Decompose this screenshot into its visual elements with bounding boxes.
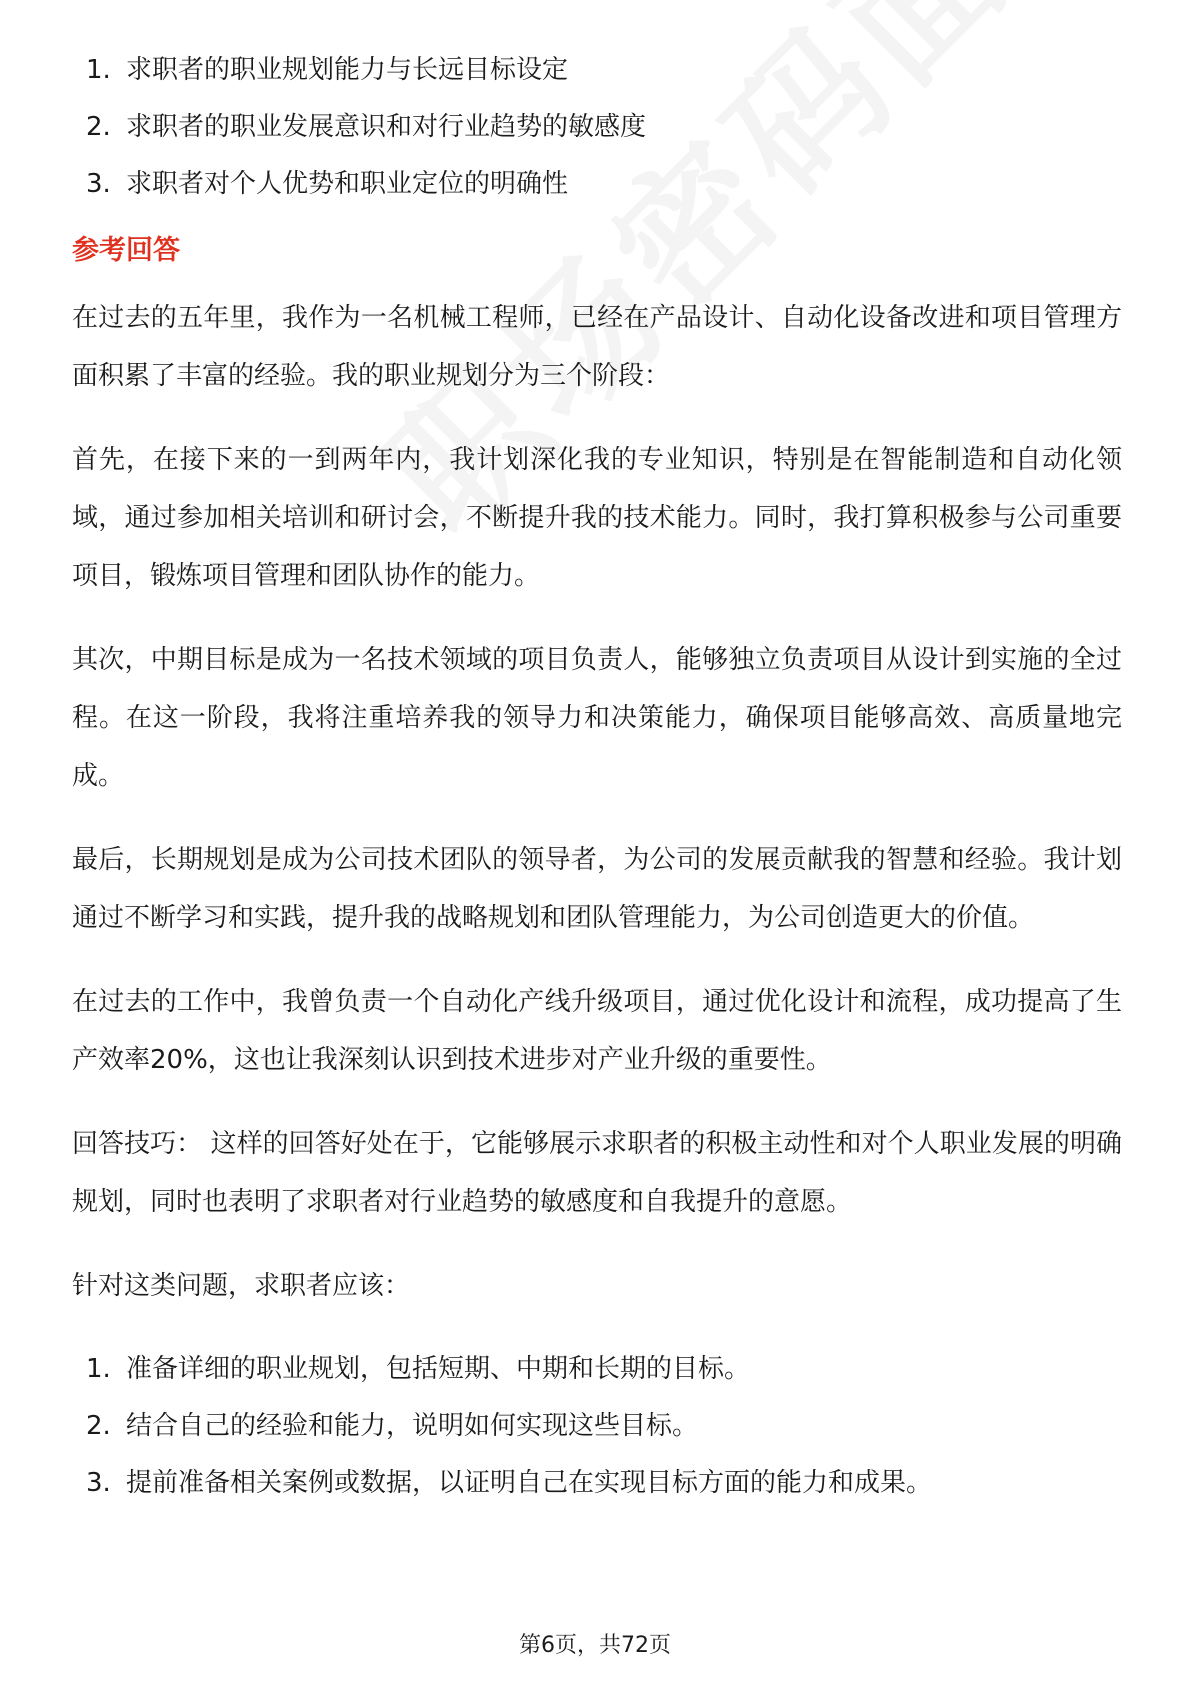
list-item	[72, 1398, 1122, 1455]
list-item-number: 1.	[86, 55, 111, 85]
paragraph: 在过去的五年里，我作为一名机械工程师，已经在产品设计、自动化设备改进和项目管理方面积累了丰富的经验。我的职业规划分为三个阶段：	[72, 303, 1122, 391]
page-number: 第6页，共72页	[519, 1633, 671, 1658]
list-item-text: 结合自己的经验和能力，说明如何实现这些目标。	[126, 1411, 699, 1441]
list-item	[72, 1341, 1122, 1398]
paragraph: 在过去的工作中，我曾负责一个自动化产线升级项目，通过优化设计和流程，成功提高了生产效率20%，这也让我深刻认识到技术进步对产业升级的重要性。	[72, 987, 1122, 1075]
list-item	[72, 99, 1122, 156]
paragraph: 最后，长期规划是成为公司技术团队的领导者，为公司的发展贡献我的智慧和经验。我计划通过不断学习和实践，提升我的战略规划和团队管理能力，为公司创造更大的价值。	[72, 845, 1122, 933]
list-item-number: 1.	[86, 1354, 111, 1384]
section-heading: 参考回答	[72, 235, 180, 266]
paragraph: 首先，在接下来的一到两年内，我计划深化我的专业知识，特别是在智能制造和自动化领域，通过参加相关培训和研讨会，不断提升我的技术能力。同时，我打算积极参与公司重要项目，锻炼项目管理和团队协作的能力。	[72, 445, 1122, 591]
paragraph: 针对这类问题，求职者应该：	[72, 1271, 411, 1301]
list-item-text: 提前准备相关案例或数据，以证明自己在实现目标方面的能力和成果。	[126, 1468, 933, 1498]
list-item	[72, 42, 1122, 99]
page-content	[72, 42, 1122, 1512]
list-item-number: 3.	[86, 1468, 111, 1498]
paragraph: 其次，中期目标是成为一名技术领域的项目负责人，能够独立负责项目从设计到实施的全过程。在这一阶段，我将注重培养我的领导力和决策能力，确保项目能够高效、高质量地完成。	[72, 645, 1122, 791]
criteria-list	[72, 42, 1122, 213]
paragraph: 回答技巧： 这样的回答好处在于，它能够展示求职者的积极主动性和对个人职业发展的明确规划，同时也表明了求职者对行业趋势的敏感度和自我提升的意愿。	[72, 1129, 1122, 1217]
list-item-text: 求职者的职业规划能力与长远目标设定	[126, 55, 569, 85]
list-item-number: 2.	[86, 112, 111, 142]
list-item-text: 求职者对个人优势和职业定位的明确性	[126, 169, 569, 199]
list-item-number: 2.	[86, 1411, 111, 1441]
list-item	[72, 1455, 1122, 1512]
list-item-text: 求职者的职业发展意识和对行业趋势的敏感度	[126, 112, 647, 142]
list-item-number: 3.	[86, 169, 111, 199]
list-item	[72, 156, 1122, 213]
list-item-text: 准备详细的职业规划，包括短期、中期和长期的目标。	[126, 1354, 751, 1384]
advice-list	[72, 1341, 1122, 1512]
